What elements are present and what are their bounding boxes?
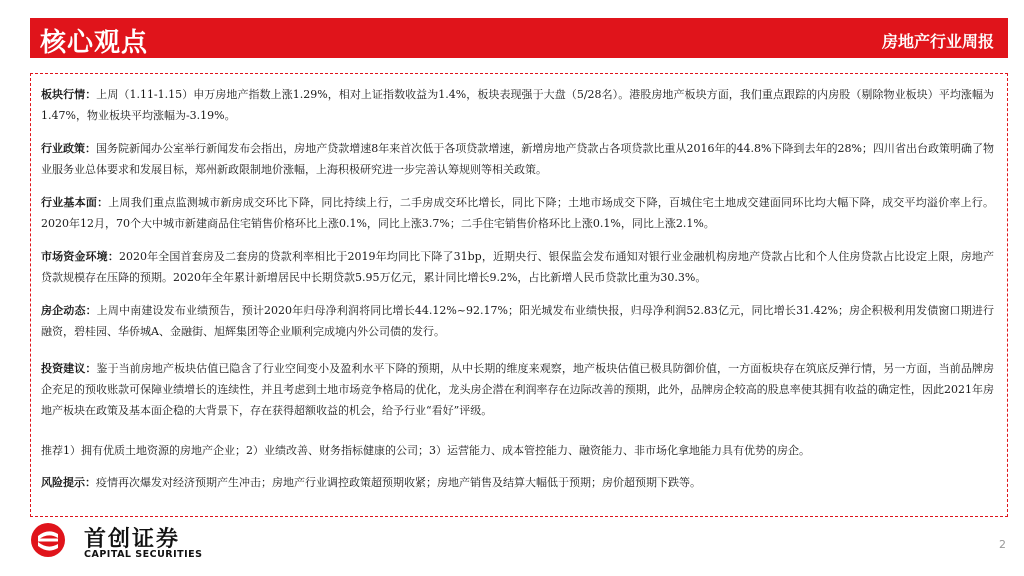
section-text: 疫情再次爆发对经济预期产生冲击；房地产行业调控政策超预期收紧；房地产销售及结算大幅低于预期；房价超预期下跌等。 <box>96 476 701 489</box>
report-type-label: 房地产行业周报 <box>881 32 994 51</box>
section-label: 房企动态： <box>41 304 97 317</box>
section-text: 上周中南建设发布业绩预告，预计2020年归母净利润将同比增长44.12%~92.17%；阳光城发布业绩快报，归母净利润52.83亿元，同比增长31.42%；房企积极利用发债窗口期进行融资，碧桂园、华侨城A、金融街、旭辉集团等企业顺利完成境内外公司债的发行。 <box>41 304 995 338</box>
risk-warning-paragraph <box>41 472 994 493</box>
section-text: 上周（1.11-1.15）申万房地产指数上涨1.29%，相对上证指数收益为1.4%，板块表现强于大盘（5/28名）。港股房地产板块方面，我们重点跟踪的内房股（剔除物业板块）平均涨幅为1.47%，物业板块平均涨幅为-3.19%。 <box>41 88 994 122</box>
recommendation-paragraph <box>41 440 994 461</box>
core-viewpoints-box <box>30 73 1008 517</box>
page-title: 核心观点 <box>40 28 149 58</box>
page-number: 2 <box>999 538 1006 551</box>
header-bar <box>30 18 1008 58</box>
industry-fundamentals-paragraph <box>41 192 994 234</box>
capital-securities-logo-icon <box>30 522 66 558</box>
section-text: 2020年全国首套房及二套房的贷款利率相比于2019年均同比下降了31bp，近期央行、银保监会发布通知对银行业金融机构房地产贷款占比和个人住房贷款占比设定上限，房地产贷款规模存在压降的预期。2020年全年累计新增居民中长期贷款5.95万亿元，累计同比增长9.2%，占比新增人民币贷款比重为30.3%。 <box>41 250 994 284</box>
logo-english-name: CAPITAL SECURITIES <box>84 549 203 560</box>
section-text: 推荐1）拥有优质土地资源的房地产企业；2）业绩改善、财务指标健康的公司；3）运营能力、成本管控能力、融资能力、非市场化拿地能力具有优势的房企。 <box>41 444 810 457</box>
logo-chinese-name: 首创证券 <box>84 527 181 552</box>
section-label: 市场资金环境： <box>41 250 119 263</box>
investment-advice-paragraph <box>41 358 994 421</box>
section-label: 投资建议： <box>41 362 97 375</box>
section-label: 行业政策： <box>41 142 97 155</box>
section-label: 风险提示： <box>41 476 96 489</box>
section-text: 上周我们重点监测城市新房成交环比下降，同比持续上行，二手房成交环比增长，同比下降；土地市场成交下降，百城住宅土地成交建面同环比均大幅下降，成交平均溢价率上行。2020年12月，70个大中城市新建商品住宅销售价格环比上涨0.1%，同比上涨3.7%；二手住宅销售价格环比上涨0.1%，同比上涨2.1%。 <box>41 196 995 230</box>
section-label: 板块行情： <box>41 88 97 101</box>
section-text: 鉴于当前房地产板块估值已隐含了行业空间变小及盈利水平下降的预期，从中长期的维度来观察，地产板块估值已极具防御价值，一方面板块存在筑底反弹行情，另一方面，当前品牌房企充足的预收账款可保障业绩增长的连续性，并且考虑到土地市场竞争格局的优化，龙头房企潜在利润率存在边际改善的预期，此外，品牌房企较高的股息率使其拥有收益的确定性，因此2021年房地产板块在政策及基本面企稳的大背景下，存在获得超额收益的机会，给予行业“看好”评级。 <box>41 362 995 417</box>
industry-policy-paragraph <box>41 138 994 180</box>
section-text: 国务院新闻办公室举行新闻发布会指出，房地产贷款增速8年来首次低于各项贷款增速，新增房地产贷款占各项贷款比重从2016年的44.8%下降到去年的28%；四川省出台政策明确了物业服务业总体要求和发展目标，郑州新政限制地价涨幅，上海积极研究进一步完善认筹规则等相关政策。 <box>41 142 994 176</box>
funding-environment-paragraph <box>41 246 994 288</box>
developer-news-paragraph <box>41 300 994 342</box>
section-label: 行业基本面： <box>41 196 109 209</box>
company-logo <box>30 522 230 566</box>
market-performance-paragraph <box>41 84 994 126</box>
